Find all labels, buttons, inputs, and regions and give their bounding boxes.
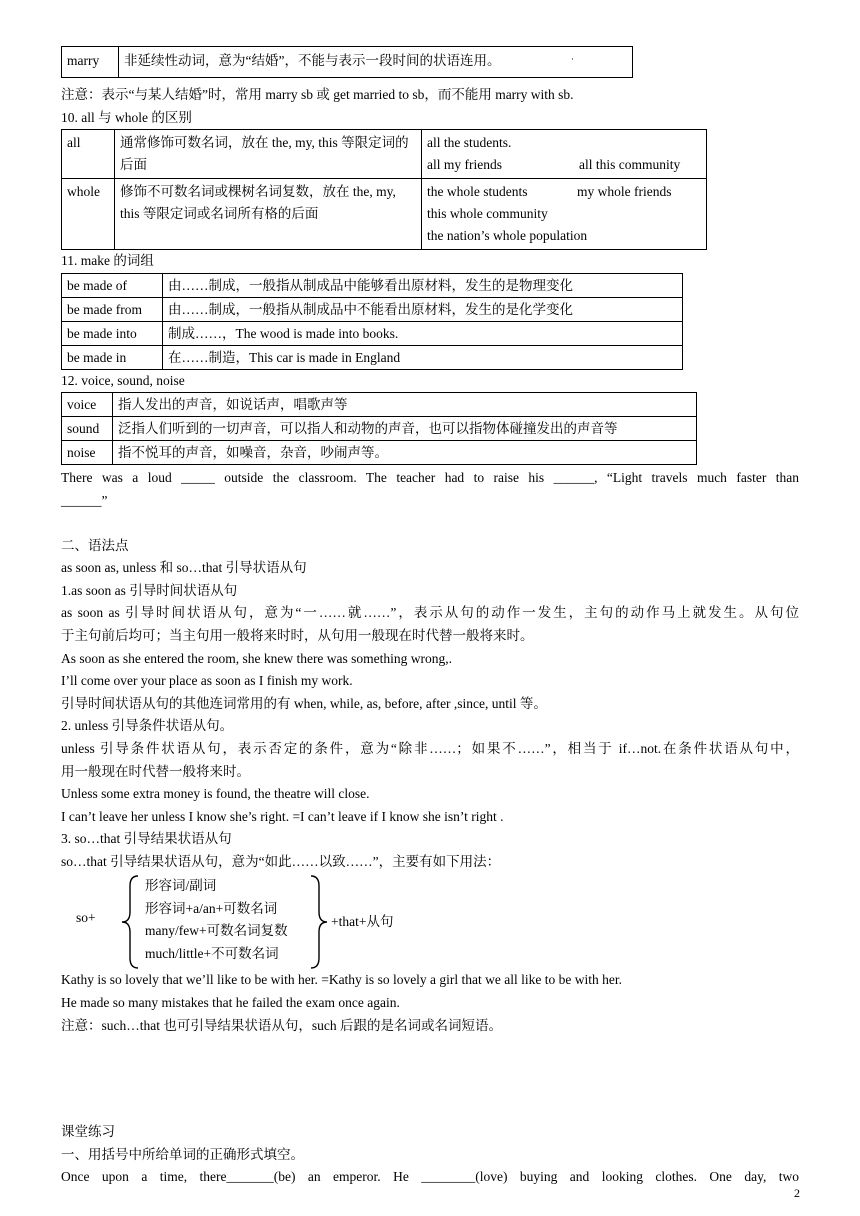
paragraph-line: as soon as 引导时间状语从句，意为“一……就……”，表示从句的动作一发生，主句的动作马上就发生。从句位 xyxy=(61,605,799,621)
term-cell: be made from xyxy=(62,297,163,321)
definition-cell: 指人发出的声音，如说话声，唱歌声等 xyxy=(113,393,697,417)
grammar-intro: as soon as, unless 和 so…that 引导状语从句 xyxy=(61,560,307,576)
example-line xyxy=(427,154,701,176)
term-cell: be made of xyxy=(62,273,163,297)
table-row xyxy=(62,441,697,465)
paragraph-line: 引导时间状语从句的其他连词常用的有 when, while, as, before, after ,since, until 等。 xyxy=(61,695,547,711)
stray-mark: · xyxy=(571,54,574,64)
right-brace-icon xyxy=(308,874,330,970)
term-cell: be made into xyxy=(62,321,163,345)
table-row xyxy=(62,297,683,321)
grammar-note: 注意：such…that 也可引导结果状语从句，such 后跟的是名词或名词短语。 xyxy=(61,1017,502,1033)
definition-cell: 由……制成，一般指从制成品中不能看出原材料，发生的是化学变化 xyxy=(163,297,683,321)
section-10-title: 10. all 与 whole 的区别 xyxy=(61,109,192,125)
term-cell: sound xyxy=(62,417,113,441)
definition-cell: 指不悦耳的声音，如噪音，杂音，吵闹声等。 xyxy=(113,441,697,465)
example-cell xyxy=(422,130,707,179)
example-sentence: As soon as she entered the room, she knew there was something wrong,. xyxy=(61,650,453,666)
term-cell: voice xyxy=(62,393,113,417)
exercise-sentence-end: ______” xyxy=(61,492,108,508)
practice-sentence: Once upon a time, there_______(be) an emperor. He ________(love) buying and looking clothes. One day, two xyxy=(61,1169,799,1185)
voice-sound-noise-table xyxy=(61,392,697,465)
definition-cell xyxy=(119,47,633,78)
that-clause-label: +that+从句 xyxy=(331,914,394,930)
term-cell: all xyxy=(62,130,115,179)
example-item: all my friends xyxy=(427,157,502,173)
table-row xyxy=(62,393,697,417)
paragraph-line: 用一般现在时代替一般将来时。 xyxy=(61,763,250,779)
page-number: 2 xyxy=(794,1186,800,1200)
section-11-title: 11. make 的词组 xyxy=(61,253,154,269)
left-brace-icon xyxy=(119,874,141,970)
practice-instruction: 一、用括号中所给单词的正确形式填空。 xyxy=(61,1146,304,1162)
document-page xyxy=(61,46,799,1189)
example-line: this whole community xyxy=(427,206,548,222)
example-sentence: I can’t leave her unless I know she’s right. =I can’t leave if I know she isn’t right . xyxy=(61,808,504,824)
table-row xyxy=(62,179,707,250)
paragraph-line: 于主句前后均可；当主句用一般将来时时，从句用一般现在时代替一般将来时。 xyxy=(61,627,534,643)
example-sentence: Unless some extra money is found, the theatre will close. xyxy=(61,786,370,802)
term-cell: noise xyxy=(62,441,113,465)
example-line xyxy=(427,181,701,203)
paragraph-line: so…that 引导结果状语从句，意为“如此……以致……”，主要有如下用法： xyxy=(61,853,501,869)
definition-cell: 通常修饰可数名词，放在 the, my, this 等限定词的后面 xyxy=(115,130,422,179)
example-sentence: Kathy is so lovely that we’ll like to be with her. =Kathy is so lovely a girl that we all like to be with her. xyxy=(61,972,623,988)
table-row xyxy=(62,345,683,369)
subsection-title: 3. so…that 引导结果状语从句 xyxy=(61,831,232,847)
term-cell: whole xyxy=(62,179,115,250)
definition-cell: 制成……，The wood is made into books. xyxy=(163,321,683,345)
example-sentence: I’ll come over your place as soon as I finish my work. xyxy=(61,673,353,689)
so-that-pattern xyxy=(61,877,799,967)
definition-cell: 在……制造，This car is made in England xyxy=(163,345,683,369)
option-item: 形容词/副词 xyxy=(145,878,217,894)
example-item: the whole students xyxy=(427,184,528,200)
marry-note: 注意：表示“与某人结婚”时，常用 marry sb 或 get married to sb，而不能用 marry with sb. xyxy=(61,87,574,102)
definition-cell: 泛指人们听到的一切声音，可以指人和动物的声音，也可以指物体碰撞发出的声音等 xyxy=(113,417,697,441)
table-row xyxy=(62,273,683,297)
term-cell: marry xyxy=(62,47,119,78)
table-row xyxy=(62,47,633,78)
section-12-title: 12. voice, sound, noise xyxy=(61,372,185,388)
option-item: much/little+不可数名词 xyxy=(145,945,279,961)
definition-cell: 修饰不可数名词或棵树名词复数，放在 the, my, this 等限定词或名词所有格的后面 xyxy=(115,179,422,250)
all-whole-table xyxy=(61,129,707,250)
grammar-title: 二、语法点 xyxy=(61,537,129,553)
so-label: so+ xyxy=(76,910,96,926)
marry-table xyxy=(61,46,633,78)
table-row xyxy=(62,417,697,441)
definition-cell: 由……制成，一般指从制成品中能够看出原材料，发生的是物理变化 xyxy=(163,273,683,297)
table-row xyxy=(62,321,683,345)
example-sentence: He made so many mistakes that he failed the exam once again. xyxy=(61,995,400,1011)
example-item: all this community xyxy=(579,157,681,173)
subsection-title: 2. unless 引导条件状语从句。 xyxy=(61,718,234,734)
exercise-sentence: There was a loud _____ outside the classroom. The teacher had to raise his ______, “Light travels much faster than xyxy=(61,470,799,486)
term-cell: be made in xyxy=(62,345,163,369)
option-item: 形容词+a/an+可数名词 xyxy=(145,900,278,916)
option-item: many/few+可数名词复数 xyxy=(145,923,288,939)
example-item: my whole friends xyxy=(577,184,672,200)
example-cell xyxy=(422,179,707,250)
paragraph-line: unless 引导条件状语从句，表示否定的条件，意为“除非……；如果不……”，相当于 if…not.在条件状语从句中， xyxy=(61,740,799,756)
practice-title: 课堂练习 xyxy=(61,1124,115,1140)
option-list xyxy=(145,875,288,965)
example-line: the nation’s whole population xyxy=(427,228,588,244)
subsection-title: 1.as soon as 引导时间状语从句 xyxy=(61,582,238,598)
table-row xyxy=(62,130,707,179)
definition-text: 非延续性动词，意为“结婚”，不能与表示一段时间的状语连用。 xyxy=(124,53,501,68)
example-line: all the students. xyxy=(427,135,512,151)
make-table xyxy=(61,273,683,370)
